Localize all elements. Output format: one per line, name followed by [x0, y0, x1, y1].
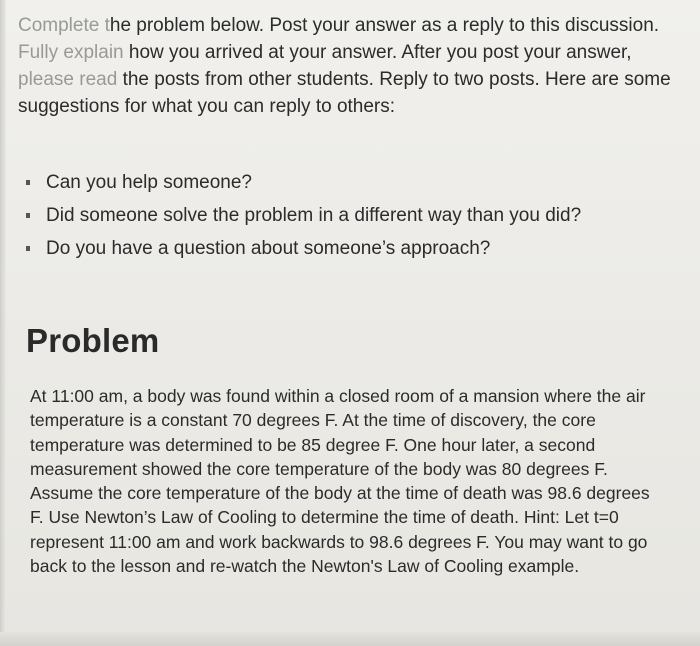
instructions-line4: suggestions for what you can reply to others:	[18, 96, 396, 117]
suggestion-list	[24, 166, 581, 265]
suggestion-text: Can you help someone?	[46, 172, 252, 193]
page-shadow-edge	[0, 0, 6, 646]
bullet-icon	[26, 213, 30, 218]
suggestion-text: Did someone solve the problem in a different way than you did?	[46, 205, 582, 226]
suggestion-text: Do you have a question about someone’s approach?	[46, 238, 491, 259]
page-bottom-edge	[0, 632, 700, 646]
bullet-icon	[26, 246, 30, 251]
problem-heading: Problem	[26, 322, 160, 359]
problem-text: At 11:00 am, a body was found within a closed room of a mansion where the air temperature is a constant 70 degrees F. At the time of discovery, the core temperature was determined to be 85 degree F. One hour later, a second measurement showed the core temperature of the body was 80 degrees F. Assume the core temperature of the body at the time of death was 98.6 degrees F. Use Newton’s Law of Cooling to determine the time of death. Hint: Let t=0 represent 11:00 am and work backwards to 98.6 degrees F. You may want to go back to the lesson and re-watch the Newton's Law of Cooling example.	[30, 386, 650, 577]
instructions-line3-rest: the posts from other students. Reply to two posts. Here are some	[117, 69, 671, 90]
instructions-line2-faded: Fully explain	[18, 42, 124, 63]
list-item	[24, 232, 581, 265]
instructions-lead-rest: he problem below. Post your answer as a reply to this discussion.	[109, 15, 660, 36]
instructions-lead-faded: Complete t	[18, 15, 110, 36]
instructions-line3-faded: please read	[18, 69, 118, 90]
list-item	[24, 166, 581, 199]
list-item	[24, 199, 581, 232]
instructions-line2-rest: how you arrived at your answer. After you post your answer,	[123, 42, 632, 63]
instructions-paragraph	[18, 12, 688, 120]
bullet-icon	[26, 180, 30, 185]
